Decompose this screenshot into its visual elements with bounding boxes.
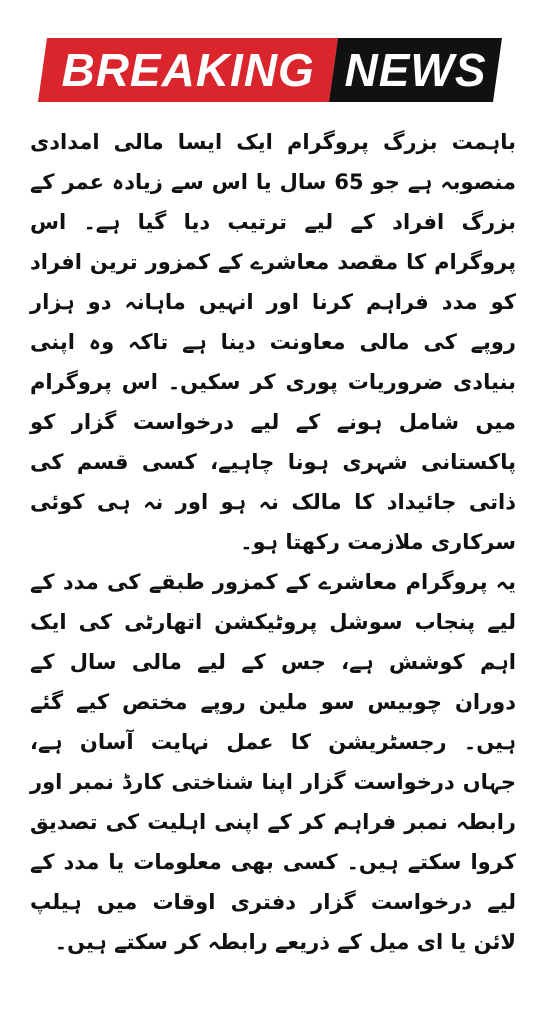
banner-breaking-text: BREAKING [61, 44, 315, 96]
breaking-news-banner [38, 38, 493, 102]
banner-breaking-block [38, 38, 338, 102]
banner-news-text: NEWS [344, 44, 487, 96]
article-body [30, 122, 516, 962]
article-paragraph-1: باہمت بزرگ پروگرام ایک ایسا مالی امدادی منصوبہ ہے جو 65 سال یا اس سے زیادہ عمر کے بزرگ افراد کے لیے ترتیب دیا گیا ہے۔ اس پروگرام کا مقصد معاشرے کے کمزور ترین افراد کو مدد فراہم کرنا اور انہیں ماہانہ دو ہزار روپے کی مالی معاونت دینا ہے تاکہ وہ اپنی بنیادی ضروریات پوری کر سکیں۔ اس پروگرام میں شامل ہونے کے لیے درخواست گزار کو پاکستانی شہری ہونا چاہیے، کسی قسم کی ذاتی جائیداد کا مالک نہ ہو اور نہ ہی کوئی سرکاری ملازمت رکھتا ہو۔ [30, 130, 516, 554]
article-paragraph-2: یہ پروگرام معاشرے کے کمزور طبقے کی مدد کے لیے پنجاب سوشل پروٹیکشن اتھارٹی کی ایک اہم کوشش ہے، جس کے لیے مالی سال کے دوران چوبیس سو ملین روپے مختص کیے گئے ہیں۔ رجسٹریشن کا عمل نہایت آسان ہے، جہاں درخواست گزار اپنا شناختی کارڈ نمبر اور رابطہ نمبر فراہم کر کے اپنی اہلیت کی تصدیق کروا سکتے ہیں۔ کسی بھی معلومات یا مدد کے لیے درخواست گزار دفتری اوقات میں ہیلپ لائن یا ای میل کے ذریعے رابطہ کر سکتے ہیں۔ [30, 570, 516, 954]
banner-news-block [329, 38, 502, 102]
